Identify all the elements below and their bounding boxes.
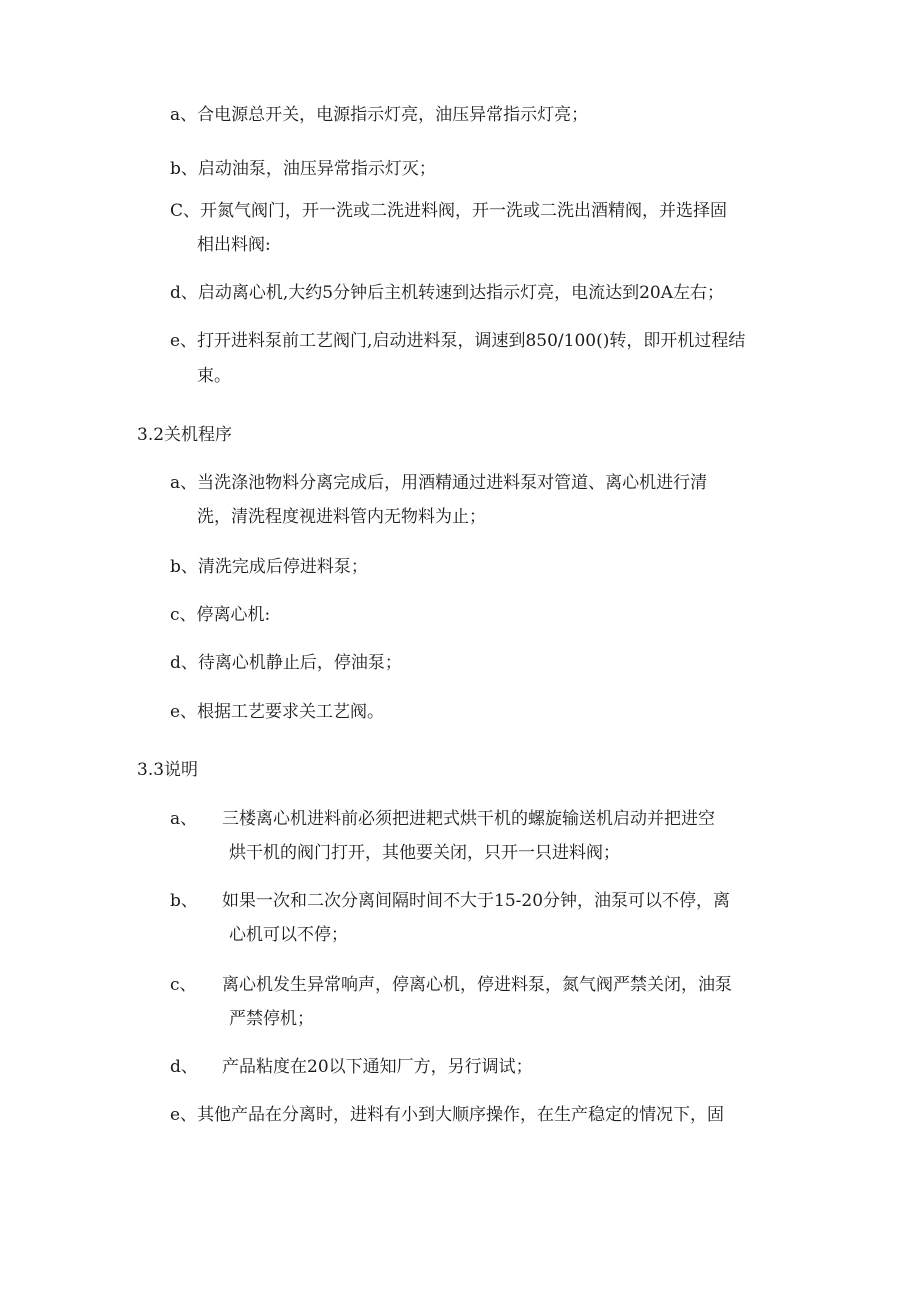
- shutdown-step-a-marker: a、: [170, 473, 198, 493]
- notes-item-c-line1: 离心机发生异常响声，停离心机，停进料泵，氮气阀严禁关闭，油泵: [222, 975, 732, 995]
- startup-step-d-text: 启动离心机,大约5分钟后主机转速到达指示灯亮，电流达到20A左右；: [197, 283, 725, 303]
- startup-step-c-line1: 开氮气阀门，开一洗或二洗进料阀，开一洗或二洗出酒精阀，并选择固: [200, 201, 728, 221]
- shutdown-step-a-cont: [197, 505, 486, 529]
- shutdown-step-a: [170, 471, 707, 495]
- notes-item-e: [170, 1103, 724, 1127]
- shutdown-step-d: [170, 651, 402, 675]
- shutdown-step-a-line1: 当洗涤池物料分离完成后，用酒精通过进料泵对管道、离心机进行清: [197, 473, 708, 493]
- shutdown-heading: 3.2关机程序: [137, 425, 233, 445]
- shutdown-step-e: [170, 700, 384, 724]
- startup-step-a-marker: a、: [170, 105, 198, 125]
- shutdown-step-b-marker: b、: [170, 557, 198, 577]
- shutdown-step-a-line2: 洗，清洗程度视进料管内无物料为止；: [197, 507, 486, 527]
- startup-step-b-marker: b、: [170, 159, 198, 179]
- notes-item-a-cont: [229, 841, 620, 865]
- shutdown-step-b-text: 清洗完成后停进料泵；: [197, 557, 368, 577]
- notes-item-b: [170, 889, 730, 913]
- startup-step-e-line2: 束。: [197, 366, 231, 386]
- notes-item-b-line2: 心机可以不停；: [229, 925, 348, 945]
- notes-item-a: [170, 807, 715, 831]
- notes-item-e-text: 其他产品在分离时，进料有小到大顺序操作，在生产稳定的情况下，固: [197, 1105, 725, 1125]
- startup-step-a-text: 合电源总开关，电源指示灯亮，油压异常指示灯亮；: [197, 105, 589, 125]
- shutdown-step-c-text: 停离心机:: [196, 605, 271, 625]
- notes-item-e-marker: e、: [170, 1105, 198, 1125]
- startup-step-c-line2: 相出料阀:: [197, 235, 271, 255]
- notes-item-d: [170, 1055, 533, 1079]
- shutdown-step-c-marker: c、: [170, 605, 197, 625]
- notes-item-d-text: 产品粘度在20以下通知厂方，另行调试；: [222, 1057, 533, 1077]
- startup-step-c-cont: [197, 233, 271, 257]
- startup-step-e-marker: e、: [170, 331, 198, 351]
- notes-item-c-line2: 严禁停机；: [229, 1009, 314, 1029]
- notes-item-b-marker: b、: [170, 891, 198, 911]
- notes-item-c-cont: [229, 1007, 314, 1031]
- notes-item-c: [170, 973, 732, 997]
- notes-item-a-line1: 三楼离心机进料前必须把进耙式烘干机的螺旋输送机启动并把进空: [222, 809, 715, 829]
- startup-step-d-marker: d、: [170, 283, 198, 303]
- startup-step-a: [170, 103, 588, 127]
- notes-item-a-marker: a、: [170, 809, 198, 829]
- startup-step-e: [170, 329, 745, 353]
- startup-step-c-marker: C、: [170, 201, 201, 221]
- shutdown-step-d-marker: d、: [170, 653, 198, 673]
- shutdown-step-d-text: 待离心机静止后，停油泵；: [197, 653, 402, 673]
- notes-item-b-cont: [229, 923, 348, 947]
- startup-step-c: [170, 199, 727, 223]
- shutdown-step-b: [170, 555, 368, 579]
- shutdown-step-e-text: 根据工艺要求关工艺阀。: [197, 702, 385, 722]
- notes-item-d-marker: d、: [170, 1057, 198, 1077]
- notes-item-a-line2: 烘干机的阀门打开，其他要关闭，只开一只进料阀；: [229, 843, 620, 863]
- startup-step-e-cont: [197, 364, 231, 388]
- startup-step-d: [170, 281, 724, 305]
- notes-item-b-line1: 如果一次和二次分离间隔时间不大于15-20分钟，油泵可以不停，离: [222, 891, 731, 911]
- notes-item-c-marker: c、: [170, 975, 197, 995]
- notes-heading: 3.3说明: [137, 760, 199, 780]
- startup-step-b: [170, 157, 436, 181]
- shutdown-step-c: [170, 603, 270, 627]
- startup-step-b-text: 启动油泵，油压异常指示灯灭；: [197, 159, 436, 179]
- shutdown-step-e-marker: e、: [170, 702, 198, 722]
- startup-step-e-line1: 打开进料泵前工艺阀门,启动进料泵，调速到850/100()转，即开机过程结: [197, 331, 746, 351]
